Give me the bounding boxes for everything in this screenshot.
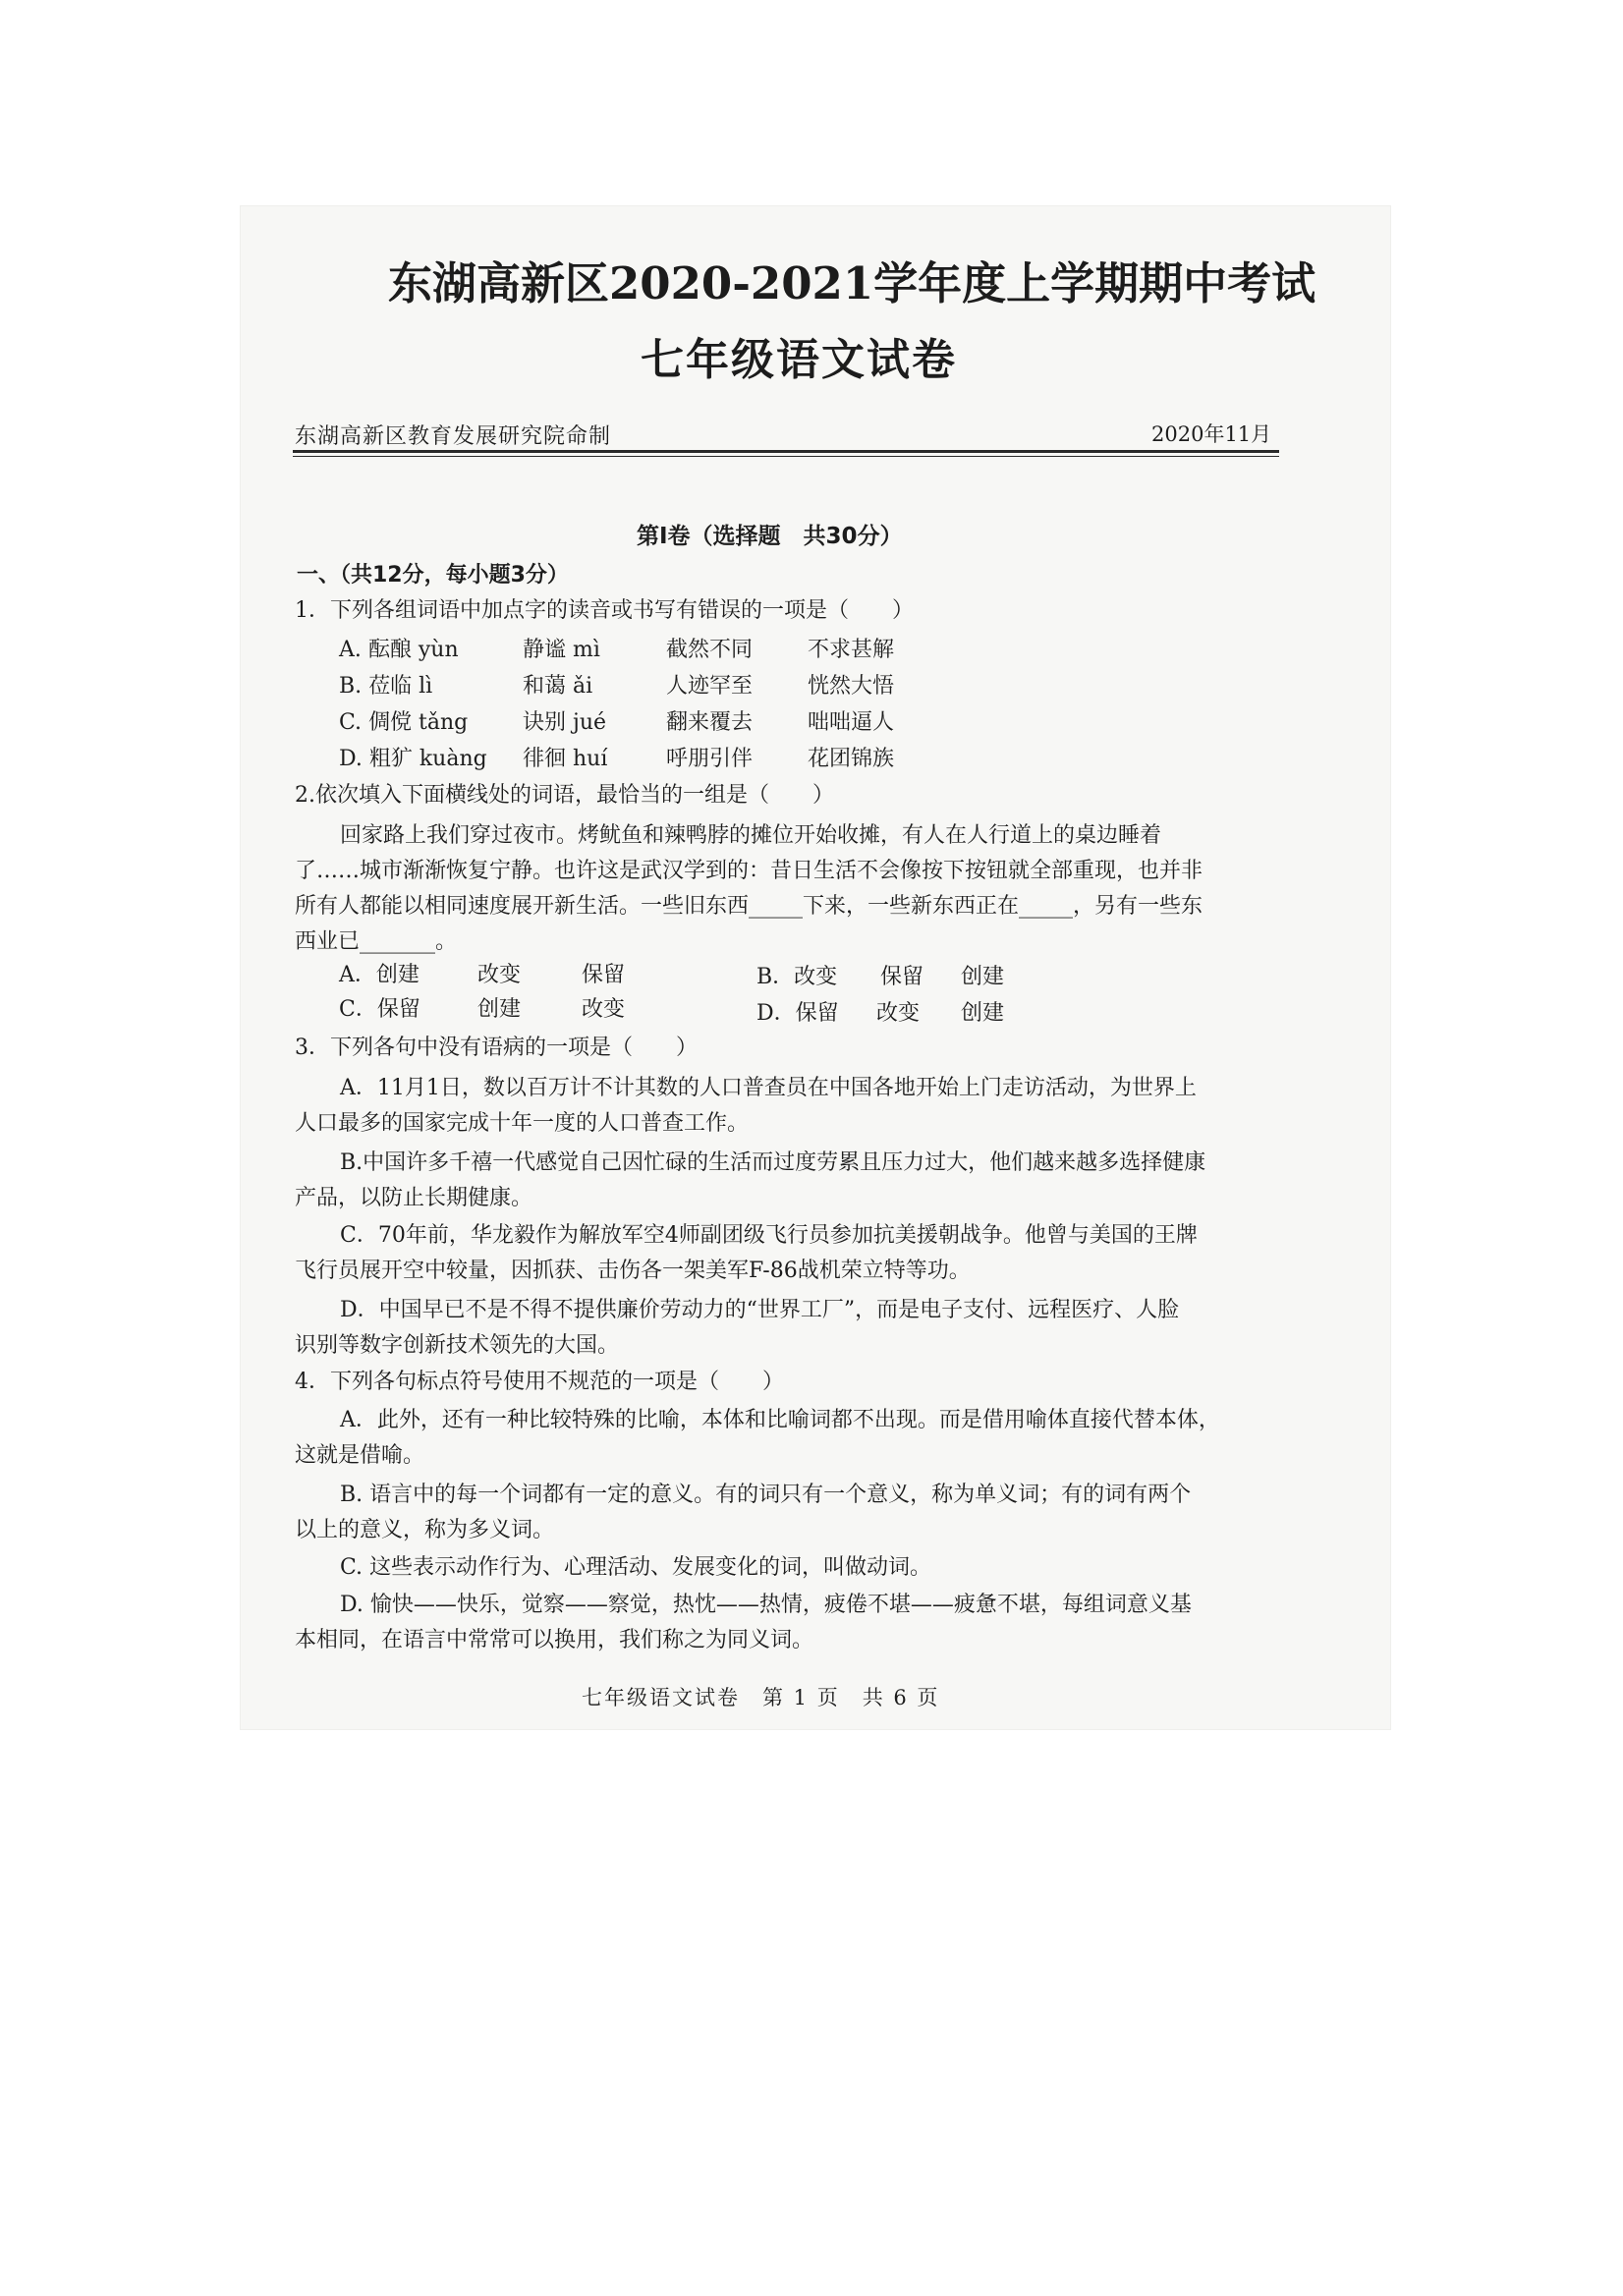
page-footer: 七年级语文试卷 第 1 页 共 6 页 [582,1686,940,1709]
q4-option-c-line: C. 这些表示动作行为、心理活动、发展变化的词，叫做动词。 [340,1555,932,1580]
exam-subtitle: 七年级语文试卷 [641,335,957,385]
q4-option-b-line-2: 以上的意义，称为多义词。 [295,1518,555,1542]
q2-option-d-2: 改变 [876,1001,921,1026]
exam-date: 2020年11月 [1151,422,1272,446]
q1-option-c-word2: 诀别 jué [523,710,607,735]
q1-option-b-word1: B. 莅临 lì [339,674,433,699]
q2-option-d-1: D．保留 [756,1001,839,1026]
q2-option-b-2: 保留 [880,965,924,989]
q2-passage-line-3: 所有人都能以相同速度展开新生活。一些旧东西_____下来，一些新东西正在_____，另有一些东 [295,894,1203,919]
q1-option-b-word4: 恍然大悟 [808,674,895,699]
q2-option-c-3: 改变 [582,997,626,1022]
q3-option-d-line-1: D．中国早已不是不得不提供廉价劳动力的“世界工厂”，而是电子支付、远程医疗、人脸 [340,1298,1180,1322]
q1-option-a-word2: 静谧 mì [523,638,600,662]
question-4-stem: 4．下列各句标点符号使用不规范的一项是（ ） [295,1370,784,1394]
q1-option-d-word3: 呼朋引伴 [666,747,754,771]
q2-option-b-1: B．改变 [756,965,838,989]
q1-option-a-word1: A. 酝酿 yùn [339,638,459,662]
q3-option-c-line-1: C．70年前，华龙毅作为解放军空4师副团级飞行员参加抗美援朝战争。他曾与美国的王牌 [340,1223,1198,1248]
q4-option-b-line-1: B. 语言中的每一个词都有一定的意义。有的词只有一个意义，称为单义词；有的词有两个 [340,1483,1192,1507]
issuing-organization: 东湖高新区教育发展研究院命制 [295,424,612,449]
header-rule [293,450,1279,453]
q3-option-a-line-2: 人口最多的国家完成十年一度的人口普查工作。 [295,1111,750,1136]
q1-option-d-word2: 徘徊 huí [523,747,608,771]
question-2-stem: 2.依次填入下面横线处的词语，最恰当的一组是（ ） [295,783,834,808]
q2-option-a-3: 保留 [582,963,626,987]
part-heading: 第Ⅰ卷（选择题 共30分） [637,524,903,549]
q1-option-b-word3: 人迹罕至 [666,674,754,699]
q2-option-d-3: 创建 [961,1001,1005,1026]
q1-option-c-word3: 翻来覆去 [666,710,754,735]
q4-option-a-line-1: A．此外，还有一种比较特殊的比喻，本体和比喻词都不出现。而是借用喻体直接代替本体， [340,1408,1220,1432]
q4-option-a-line-2: 这就是借喻。 [295,1443,425,1468]
q2-passage-line-2: 了……城市渐渐恢复宁静。也许这是武汉学到的：昔日生活不会像按下按钮就全部重现，也并非 [295,859,1203,883]
exam-title: 东湖高新区2020-2021学年度上学期期中考试 [388,257,1316,309]
q1-option-d-word4: 花团锦族 [808,747,895,771]
q4-option-d-line-1: D. 愉快——快乐，觉察——察觉，热忱——热情，疲倦不堪——疲惫不堪，每组词意义基 [340,1593,1192,1617]
q2-option-c-2: 创建 [477,997,522,1022]
question-3-stem: 3．下列各句中没有语病的一项是（ ） [295,1036,698,1060]
header-rule-thin [293,456,1279,457]
q1-option-d-word1: D. 粗犷 kuàng [339,747,487,771]
q3-option-c-line-2: 飞行员展开空中较量，因抓获、击伤各一架美军F-86战机荣立特等功。 [295,1259,971,1283]
q2-option-a-2: 改变 [477,963,522,987]
q2-option-a-1: A．创建 [339,963,420,987]
q4-option-d-line-2: 本相同，在语言中常常可以换用，我们称之为同义词。 [295,1628,814,1652]
q3-option-a-line-1: A．11月1日，数以百万计不计其数的人口普查员在中国各地开始上门走访活动，为世界上 [340,1076,1197,1100]
section-heading: 一、（共12分，每小题3分） [297,563,569,588]
q3-option-b-line-2: 产品，以防止长期健康。 [295,1186,533,1210]
q2-passage-line-1: 回家路上我们穿过夜市。烤鱿鱼和辣鸭脖的摊位开始收摊，有人在人行道上的桌边睡着 [340,823,1162,848]
q1-option-c-word1: C. 倜傥 tǎng [339,710,469,735]
q2-option-b-3: 创建 [961,965,1005,989]
question-1-stem: 1．下列各组词语中加点字的读音或书写有错误的一项是（ ） [295,598,914,623]
q1-option-c-word4: 咄咄逼人 [808,710,895,735]
q3-option-d-line-2: 识别等数字创新技术领先的大国。 [295,1333,620,1358]
q2-option-c-1: C．保留 [339,997,420,1022]
q1-option-b-word2: 和蔼 ǎi [523,674,593,699]
q1-option-a-word4: 不求甚解 [808,638,895,662]
q1-option-a-word3: 截然不同 [666,638,754,662]
q3-option-b-line-1: B.中国许多千禧一代感觉自己因忙碌的生活而过度劳累且压力过大，他们越来越多选择健康 [340,1150,1206,1175]
q2-passage-line-4: 西业已_______。 [295,929,458,954]
